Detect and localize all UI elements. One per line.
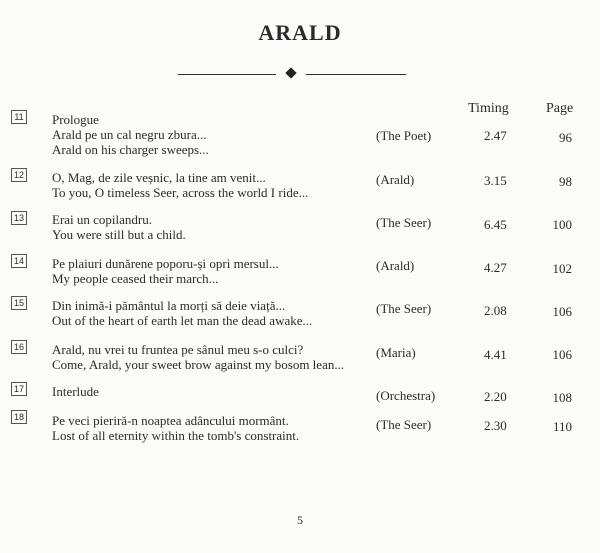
diamond-icon	[285, 67, 296, 78]
title-ornament	[178, 66, 408, 84]
track-page: 96	[559, 130, 572, 145]
track-line: Out of the heart of earth let man the dead awake...	[52, 313, 313, 328]
track-timing: 4.27	[484, 260, 507, 275]
track-number: 16	[11, 340, 27, 354]
track-line: Come, Arald, your sweet brow against my bosom lean...	[52, 357, 345, 372]
track-lines	[52, 170, 372, 200]
page-header: Page	[546, 101, 574, 116]
track-line: Interlude	[52, 384, 99, 399]
track-timing: 6.45	[484, 217, 507, 232]
track-timing: 2.30	[484, 418, 507, 433]
track-role: (Maria)	[376, 345, 416, 360]
track-lines	[52, 112, 372, 157]
track-line: Erai un copilandru.	[52, 212, 152, 227]
track-line: You were still but a child.	[52, 227, 186, 242]
track-role: (Arald)	[376, 258, 415, 273]
track-line: Lost of all eternity within the tomb's constraint.	[52, 428, 300, 443]
track-lines	[52, 212, 372, 242]
track-page: 106	[552, 347, 572, 362]
track-page: 102	[552, 261, 572, 276]
track-line: Prologue	[52, 112, 99, 127]
track-line: My people ceased their march...	[52, 271, 219, 286]
track-number: 18	[11, 410, 27, 424]
track-line: Arald pe un cal negru zbura...	[52, 127, 207, 142]
track-timing: 2.20	[484, 389, 507, 404]
track-line: Pe veci pieriră-n noaptea adâncului mormânt.	[52, 413, 289, 428]
page-number: 5	[297, 513, 303, 527]
track-lines	[52, 256, 372, 286]
track-page: 98	[559, 174, 572, 189]
track-page: 108	[552, 390, 572, 405]
track-lines	[52, 384, 372, 399]
track-timing: 2.08	[484, 303, 507, 318]
track-role: (The Poet)	[376, 128, 432, 143]
ornament-line-right	[306, 74, 406, 75]
track-lines	[52, 298, 372, 328]
track-timing: 4.41	[484, 347, 507, 362]
track-line: Arald on his charger sweeps...	[52, 142, 209, 157]
track-number: 14	[11, 254, 27, 268]
track-role: (Arald)	[376, 172, 415, 187]
track-page: 110	[552, 419, 572, 434]
track-line: Arald, nu vrei tu fruntea pe sânul meu s-o culci?	[52, 342, 304, 357]
track-timing: 2.47	[484, 128, 507, 143]
track-role: (The Seer)	[376, 215, 432, 230]
track-lines	[52, 413, 372, 443]
page-title: ARALD	[258, 20, 342, 45]
track-number: 17	[11, 382, 27, 396]
track-timing: 3.15	[484, 173, 507, 188]
track-number: 13	[11, 211, 27, 225]
track-line: Din inimă-i pământul la morți să deie viață...	[52, 298, 286, 313]
ornament-line-left	[178, 74, 276, 75]
timing-header: Timing	[468, 101, 509, 116]
track-role: (The Seer)	[376, 417, 432, 432]
track-role: (The Seer)	[376, 301, 432, 316]
track-lines	[52, 342, 372, 372]
track-role: (Orchestra)	[376, 388, 436, 403]
track-page: 106	[552, 304, 572, 319]
track-number: 12	[11, 168, 27, 182]
track-line: O, Mag, de zile veșnic, la tine am venit...	[52, 170, 266, 185]
track-line: To you, O timeless Seer, across the world I ride...	[52, 185, 309, 200]
track-line: Pe plaiuri dunărene poporu-și opri mersul...	[52, 256, 279, 271]
track-number: 11	[11, 110, 27, 124]
track-page: 100	[552, 217, 572, 232]
track-number: 15	[11, 296, 27, 310]
